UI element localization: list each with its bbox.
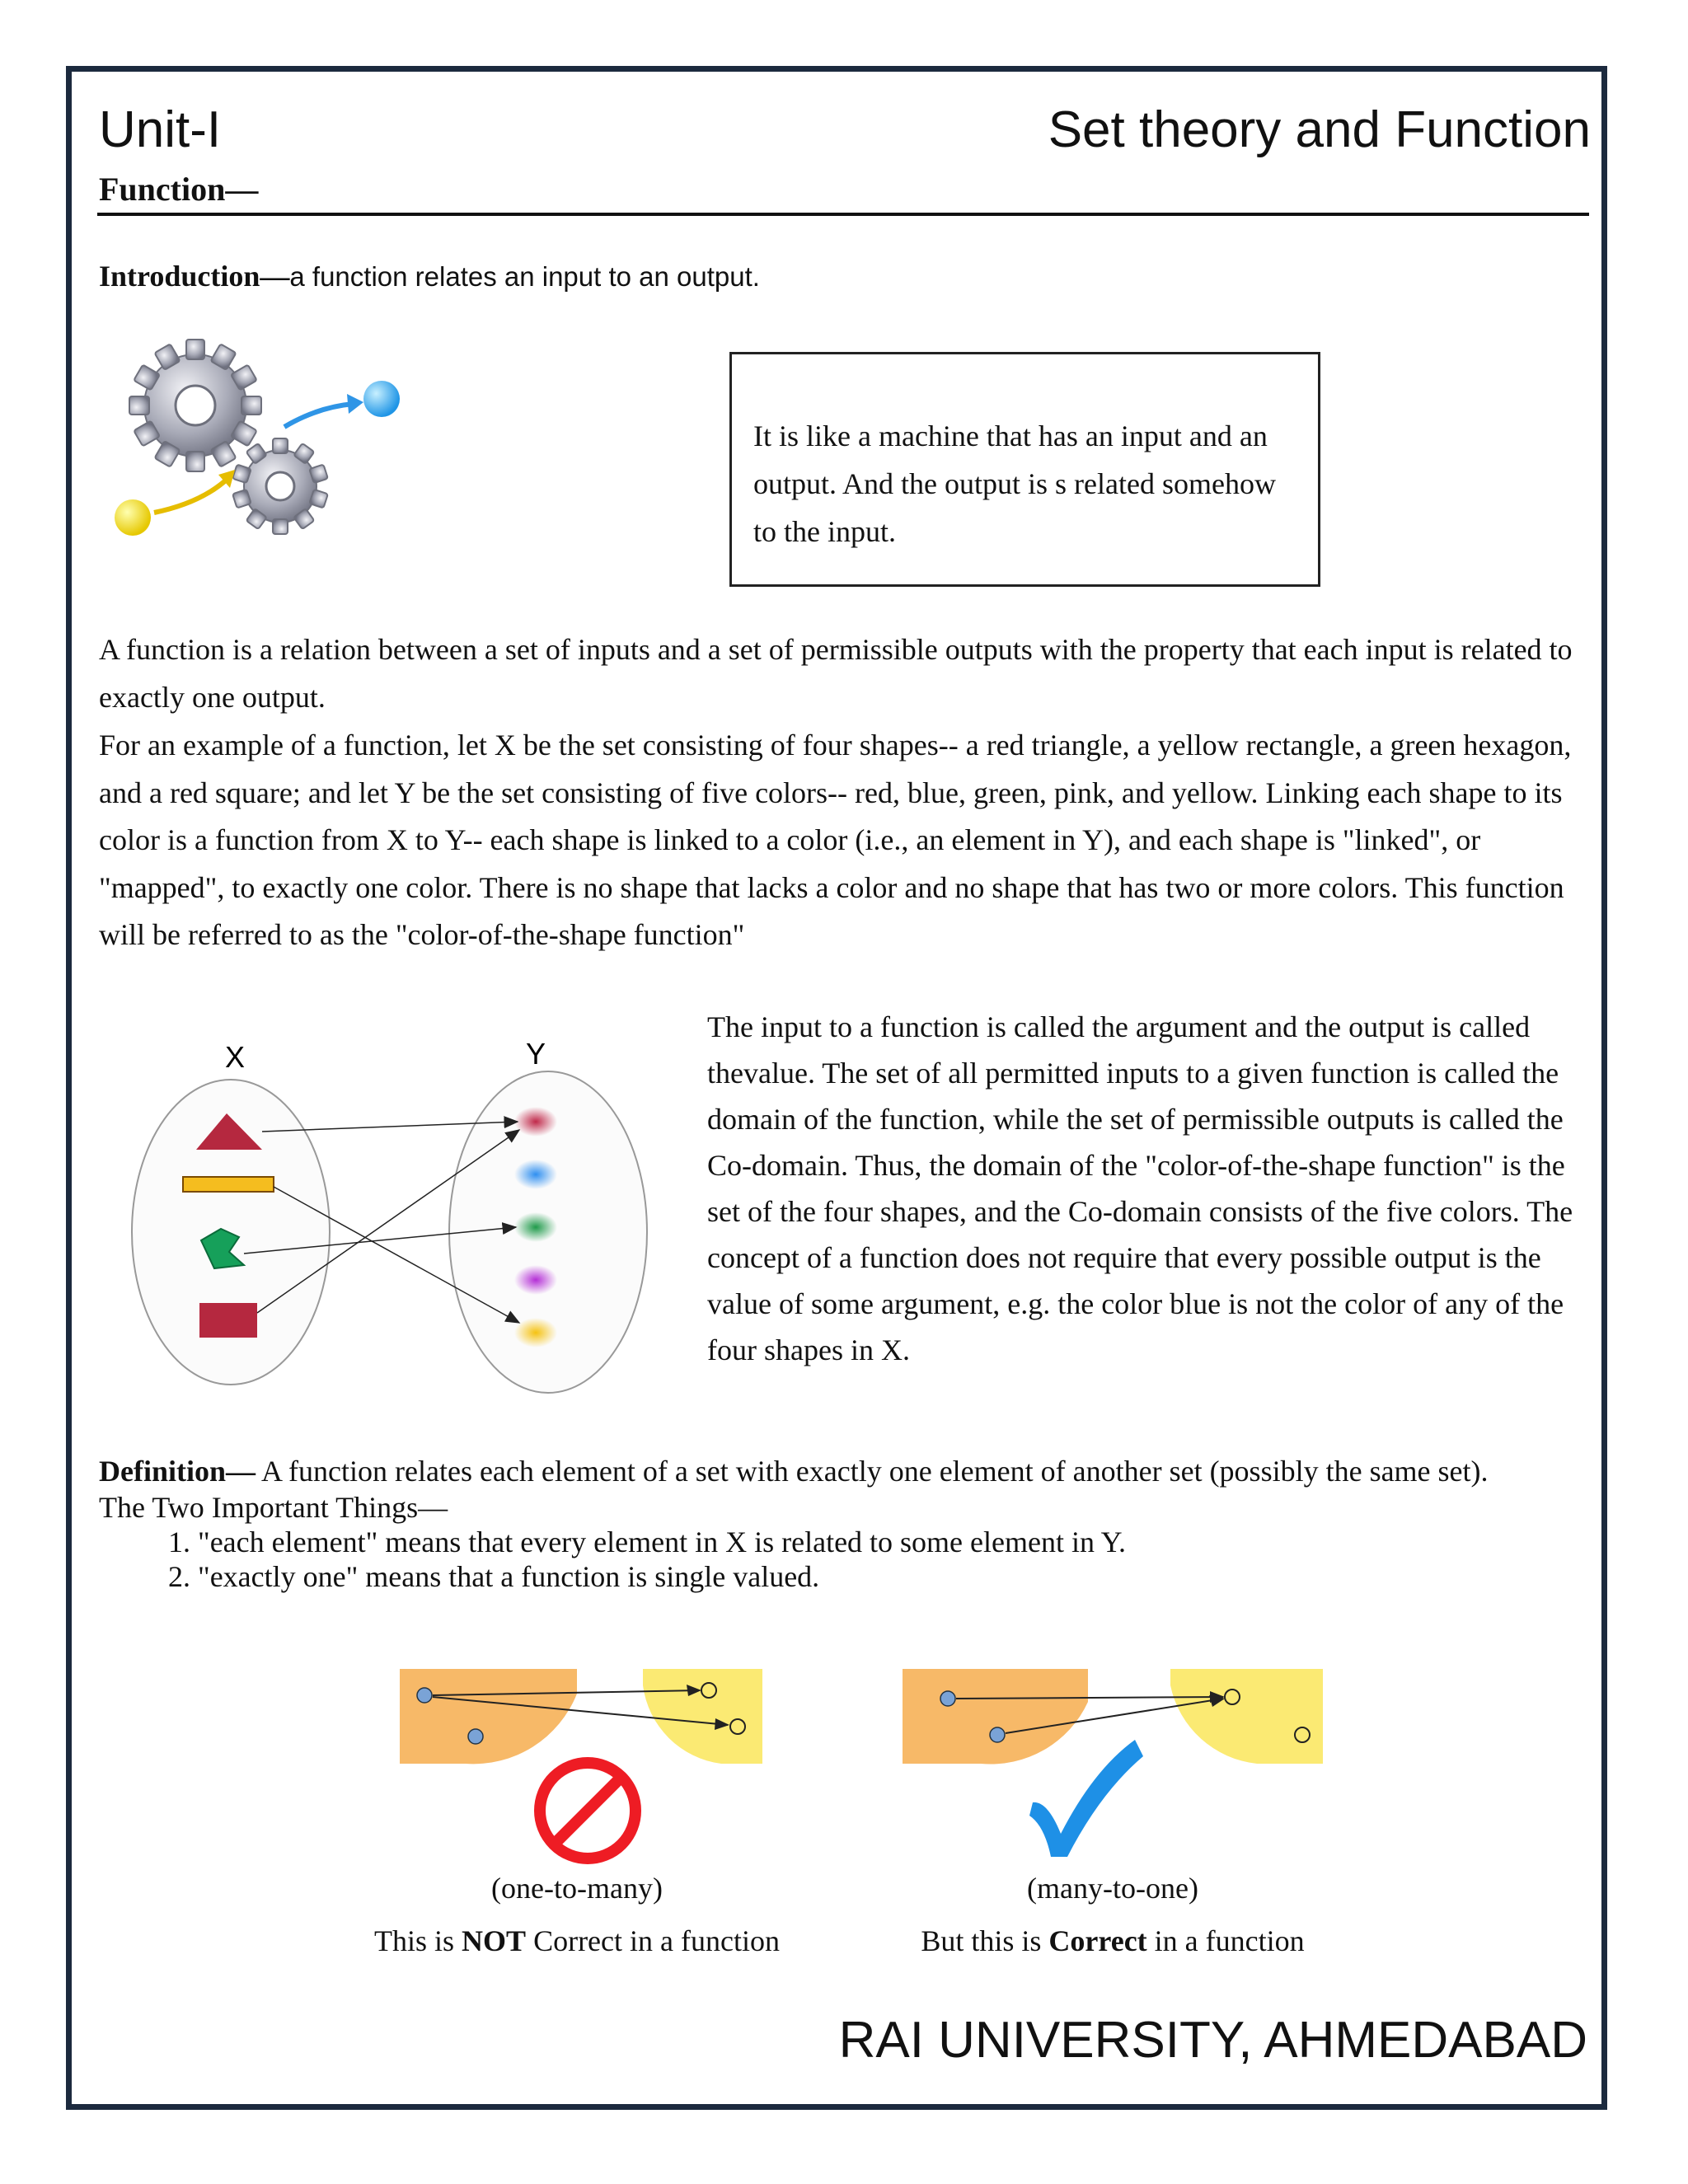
output-arrow-icon: [347, 394, 363, 414]
prohibited-icon: [540, 1763, 635, 1858]
set-y-label: Y: [525, 1037, 546, 1071]
yellow-rectangle-shape: [183, 1177, 274, 1192]
one-to-many-caption: (one-to-many): [491, 1872, 663, 1905]
correct-caption: But this is Correct in a function: [921, 1924, 1305, 1957]
important-things-title: The Two Important Things—: [99, 1491, 448, 1524]
footer-university: RAI UNIVERSITY, AHMEDABAD: [838, 2012, 1587, 2069]
gears-machine-icon: [103, 338, 416, 552]
definition-text: A function relates each element of a set with exactly one element of another set (possibly the same set).: [256, 1455, 1489, 1488]
blue-color-blob: [514, 1160, 557, 1189]
list-item: 2. "exactly one" means that a function is single valued.: [198, 1559, 1591, 1594]
yellow-color-blob: [514, 1318, 557, 1347]
unit-label: Unit-I: [99, 101, 222, 158]
input-ball-icon: [115, 499, 151, 536]
machine-callout-box: [729, 352, 1320, 587]
intro-text: a function relates an input to an output.: [289, 261, 760, 292]
domain-codomain-paragraph: The input to a function is called the argument and the output is called thevalue. The set of all permitted inputs to a given function is called the domain of the function, while the set of permissible outputs is called the Co-domain. Thus, the domain of the "color-of-the-shape function" is the set of the four shapes, and the Co-domain consists of the five colors. The concept of a function does not require that every possible output is the value of some argument, e.g. the color blue is not the color of any of the four shapes in X.: [707, 1010, 1573, 1366]
intro-label: Introduction—: [99, 260, 290, 293]
one-to-many-illustration: [400, 1669, 762, 1867]
checkmark-icon: [1029, 1740, 1143, 1857]
red-color-blob: [514, 1107, 557, 1137]
output-ball-icon: [363, 381, 400, 417]
color-example-paragraph: For an example of a function, let X be the set consisting of four shapes-- a red triangle, a yellow rectangle, a green hexagon, and a red square; and let Y be the set consisting of five colors-- red, blue, green, pink, and yellow. Linking each shape to its color is a function from X to Y-- each shape is linked to a color (i.e., an element in Y), and each shape is "linked", or "mapped", to exactly one color. There is no shape that lacks a color and no shape that has two or more colors. This function will be referred to as the "color-of-the-shape function": [99, 729, 1572, 951]
important-things-list: [99, 1525, 1591, 1594]
large-gear-icon: [129, 340, 261, 471]
many-to-one-illustration: [903, 1669, 1323, 1867]
introduction-line: [99, 259, 760, 293]
many-to-one-caption: (many-to-one): [1027, 1872, 1198, 1905]
topic-title: Set theory and Function: [1048, 101, 1591, 158]
green-color-blob: [514, 1212, 557, 1242]
color-of-shape-mapping-diagram: [124, 1034, 659, 1397]
header-rule: [97, 213, 1589, 216]
callout-text: It is like a machine that has an input and an output. And the output is s related somehow to the input.: [753, 419, 1276, 548]
red-square-shape: [199, 1303, 257, 1338]
function-definition-paragraph: A function is a relation between a set of inputs and a set of permissible outputs with the property that each input is related to exactly one output.: [99, 633, 1573, 714]
list-item: 1. "each element" means that every element in X is related to some element in Y.: [198, 1525, 1591, 1559]
section-heading: Function—: [99, 171, 259, 208]
definition-label: Definition—: [99, 1455, 256, 1488]
not-correct-caption: This is NOT Correct in a function: [374, 1924, 780, 1957]
small-gear-icon: [232, 438, 328, 534]
definition-block: [99, 1452, 1591, 1594]
set-x-label: X: [224, 1040, 246, 1074]
pink-color-blob: [514, 1265, 557, 1295]
